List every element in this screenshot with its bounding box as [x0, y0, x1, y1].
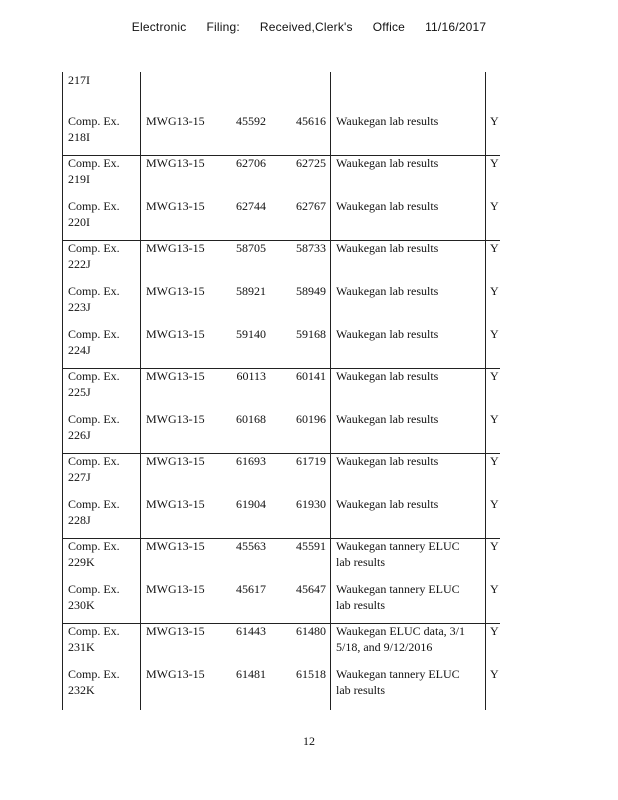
- bates-end: 59168: [296, 327, 326, 341]
- flag: Y: [490, 369, 499, 383]
- bates-end: 45647: [296, 582, 326, 596]
- header-received-clerk: Received,Clerk's: [259, 20, 353, 34]
- exhibit-id: Comp. Ex. 232K: [68, 667, 120, 697]
- description: Waukegan tannery ELUC lab results: [336, 582, 460, 612]
- description: Waukegan lab results: [336, 199, 439, 213]
- bates-end: 61930: [296, 497, 326, 511]
- table-row: [62, 198, 500, 238]
- flag: Y: [490, 199, 499, 213]
- bates-start: 61904: [236, 497, 266, 511]
- description: Waukegan lab results: [336, 284, 439, 298]
- table-row: [62, 155, 500, 195]
- exhibit-id: Comp. Ex. 219I: [68, 156, 120, 186]
- flag: Y: [490, 582, 499, 596]
- exhibit-id: Comp. Ex. 220I: [68, 199, 120, 229]
- bates-end: 60141: [296, 369, 326, 383]
- bates-prefix: MWG13-15: [146, 327, 205, 341]
- bates-start: 45617: [236, 582, 266, 596]
- table-row: [62, 113, 500, 153]
- bates-end: 60196: [296, 412, 326, 426]
- bates-end: 45616: [296, 114, 326, 128]
- table-row: [62, 283, 500, 323]
- description: Waukegan tannery ELUC lab results: [336, 667, 460, 697]
- flag: Y: [490, 497, 499, 511]
- exhibit-id: Comp. Ex. 229K: [68, 539, 120, 569]
- exhibit-id: Comp. Ex. 231K: [68, 624, 120, 654]
- bates-prefix: MWG13-15: [146, 369, 205, 383]
- bates-start: 61693: [236, 454, 266, 468]
- bates-start: 61443: [236, 624, 266, 638]
- exhibit-id: Comp. Ex. 224J: [68, 327, 120, 357]
- table-row: [62, 623, 500, 663]
- description: Waukegan lab results: [336, 412, 439, 426]
- table-row: [62, 453, 500, 493]
- table-row: [62, 496, 500, 536]
- bates-end: 62767: [296, 199, 326, 213]
- bates-end: 58949: [296, 284, 326, 298]
- bates-start: 61481: [236, 667, 266, 681]
- bates-start: 58921: [236, 284, 266, 298]
- description: Waukegan lab results: [336, 156, 439, 170]
- bates-end: 61480: [296, 624, 326, 638]
- description: Waukegan lab results: [336, 454, 439, 468]
- bates-prefix: MWG13-15: [146, 156, 205, 170]
- bates-start: 60113: [236, 369, 266, 383]
- bates-end: 62725: [296, 156, 326, 170]
- bates-prefix: MWG13-15: [146, 114, 205, 128]
- bates-start: 45592: [236, 114, 266, 128]
- flag: Y: [490, 156, 499, 170]
- bates-start: 45563: [236, 539, 266, 553]
- description: Waukegan lab results: [336, 114, 439, 128]
- description: Waukegan tannery ELUC lab results: [336, 539, 460, 569]
- header-electronic: Electronic: [131, 20, 187, 34]
- exhibit-id: Comp. Ex. 227J: [68, 454, 120, 484]
- bates-prefix: MWG13-15: [146, 624, 205, 638]
- bates-end: 45591: [296, 539, 326, 553]
- description: Waukegan lab results: [336, 327, 439, 341]
- table-row: [62, 411, 500, 451]
- bates-start: 58705: [236, 241, 266, 255]
- description: Waukegan lab results: [336, 369, 439, 383]
- flag: Y: [490, 241, 499, 255]
- table-row: [62, 368, 500, 408]
- bates-end: 61518: [296, 667, 326, 681]
- description: Waukegan lab results: [336, 241, 439, 255]
- flag: Y: [490, 539, 499, 553]
- bates-prefix: MWG13-15: [146, 284, 205, 298]
- bates-prefix: MWG13-15: [146, 539, 205, 553]
- bates-start: 62744: [236, 199, 266, 213]
- bates-start: 60168: [236, 412, 266, 426]
- bates-prefix: MWG13-15: [146, 241, 205, 255]
- table-row: [62, 581, 500, 621]
- table-row: [62, 666, 500, 706]
- bates-prefix: MWG13-15: [146, 199, 205, 213]
- page-number: 12: [303, 734, 315, 748]
- header-filing: Filing:: [206, 20, 240, 34]
- flag: Y: [490, 114, 499, 128]
- header-date: 11/16/2017: [425, 20, 487, 34]
- exhibit-id: Comp. Ex. 225J: [68, 369, 120, 399]
- exhibit-id: Comp. Ex. 222J: [68, 241, 120, 271]
- exhibit-id: Comp. Ex. 226J: [68, 412, 120, 442]
- bates-start: 62706: [236, 156, 266, 170]
- flag: Y: [490, 667, 499, 681]
- flag: Y: [490, 327, 499, 341]
- table-row: [62, 240, 500, 280]
- filing-header: [0, 20, 618, 34]
- exhibit-id: Comp. Ex. 228J: [68, 497, 120, 527]
- exhibit-fragment: 217I: [68, 73, 90, 87]
- table-row: [62, 326, 500, 366]
- flag: Y: [490, 412, 499, 426]
- flag: Y: [490, 284, 499, 298]
- exhibit-table: [62, 72, 500, 710]
- flag: Y: [490, 624, 499, 638]
- bates-prefix: MWG13-15: [146, 582, 205, 596]
- table-row: [62, 538, 500, 578]
- description: Waukegan ELUC data, 3/1 5/18, and 9/12/2016: [336, 624, 465, 654]
- header-office: Office: [372, 20, 406, 34]
- exhibit-id: Comp. Ex. 230K: [68, 582, 120, 612]
- bates-prefix: MWG13-15: [146, 454, 205, 468]
- exhibit-id: Comp. Ex. 223J: [68, 284, 120, 314]
- flag: Y: [490, 454, 499, 468]
- description: Waukegan lab results: [336, 497, 439, 511]
- bates-start: 59140: [236, 327, 266, 341]
- bates-prefix: MWG13-15: [146, 497, 205, 511]
- exhibit-id: Comp. Ex. 218I: [68, 114, 120, 144]
- bates-end: 58733: [296, 241, 326, 255]
- bates-prefix: MWG13-15: [146, 412, 205, 426]
- bates-end: 61719: [296, 454, 326, 468]
- bates-prefix: MWG13-15: [146, 667, 205, 681]
